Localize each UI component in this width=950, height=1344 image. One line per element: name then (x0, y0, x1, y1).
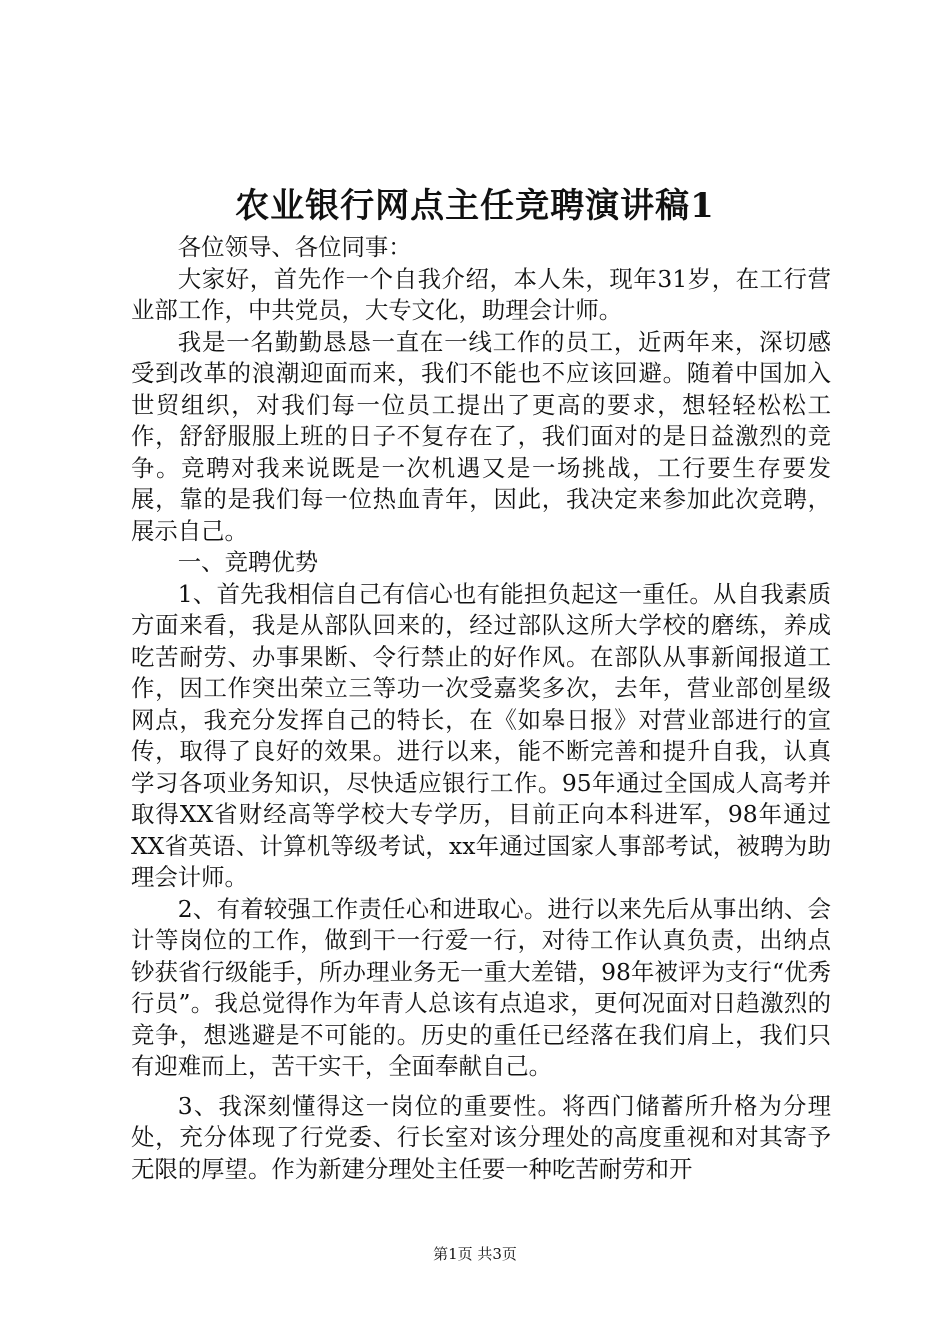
paragraph-motivation: 我是一名勤勤恳恳一直在一线工作的员工，近两年来，深切感受到改革的浪潮迎面而来，我们不能也不应该回避。随着中国加入世贸组织，对我们每一位员工提出了更高的要求，想轻轻松松工作，舒舒服服上班的日子不复存在了，我们面对的是日益激烈的竞争。竞聘对我来说既是一次机遇又是一场挑战，工行要生存要发展，靠的是我们每一位热血青年，因此，我决定来参加此次竞聘，展示自己。 (131, 327, 831, 545)
paragraph-introduction: 大家好，首先作一个自我介绍，本人朱，现年31岁，在工行营业部工作，中共党员，大专文化，助理会计师。 (131, 264, 831, 324)
page-footer: 第1页 共3页 (433, 1245, 517, 1263)
paragraph-advantage-2: 2、有着较强工作责任心和进取心。进行以来先后从事出纳、会计等岗位的工作，做到干一行爱一行，对待工作认真负责，出纳点钞获省行级能手，所办理业务无一重大差错，98年被评为支行“优秀行员”。我总觉得作为年青人总该有点追求，更何况面对日趋激烈的竞争，想逃避是不可能的。历史的重任已经落在我们肩上，我们只有迎难而上，苦干实干，全面奉献自己。 (131, 894, 831, 1080)
paragraph-advantage-1: 1、首先我相信自己有信心也有能担负起这一重任。从自我素质方面来看，我是从部队回来的，经过部队这所大学校的磨练，养成吃苦耐劳、办事果断、令行禁止的好作风。在部队从事新闻报道工作，因工作突出荣立三等功一次受嘉奖多次，去年，营业部创星级网点，我充分发挥自己的特长，在《如皋日报》对营业部进行的宣传，取得了良好的效果。进行以来，能不断完善和提升自我，认真学习各项业务知识，尽快适应银行工作。95年通过全国成人高考并取得XX省财经高等学校大专学历，目前正向本科进军，98年通过XX省英语、计算机等级考试，xx年通过国家人事部考试，被聘为助理会计师。 (131, 579, 831, 891)
page-title: 农业银行网点主任竞聘演讲稿1 (235, 186, 715, 226)
paragraph-advantage-3: 3、我深刻懂得这一岗位的重要性。将西门储蓄所升格为分理处，充分体现了行党委、行长室对该分理处的高度重视和对其寄予无限的厚望。作为新建分理处主任要一种吃苦耐劳和开 (131, 1091, 831, 1183)
document-body (131, 232, 831, 1185)
salutation: 各位领导、各位同事： (177, 233, 412, 261)
section-heading-advantages: 一、竞聘优势 (177, 548, 319, 576)
